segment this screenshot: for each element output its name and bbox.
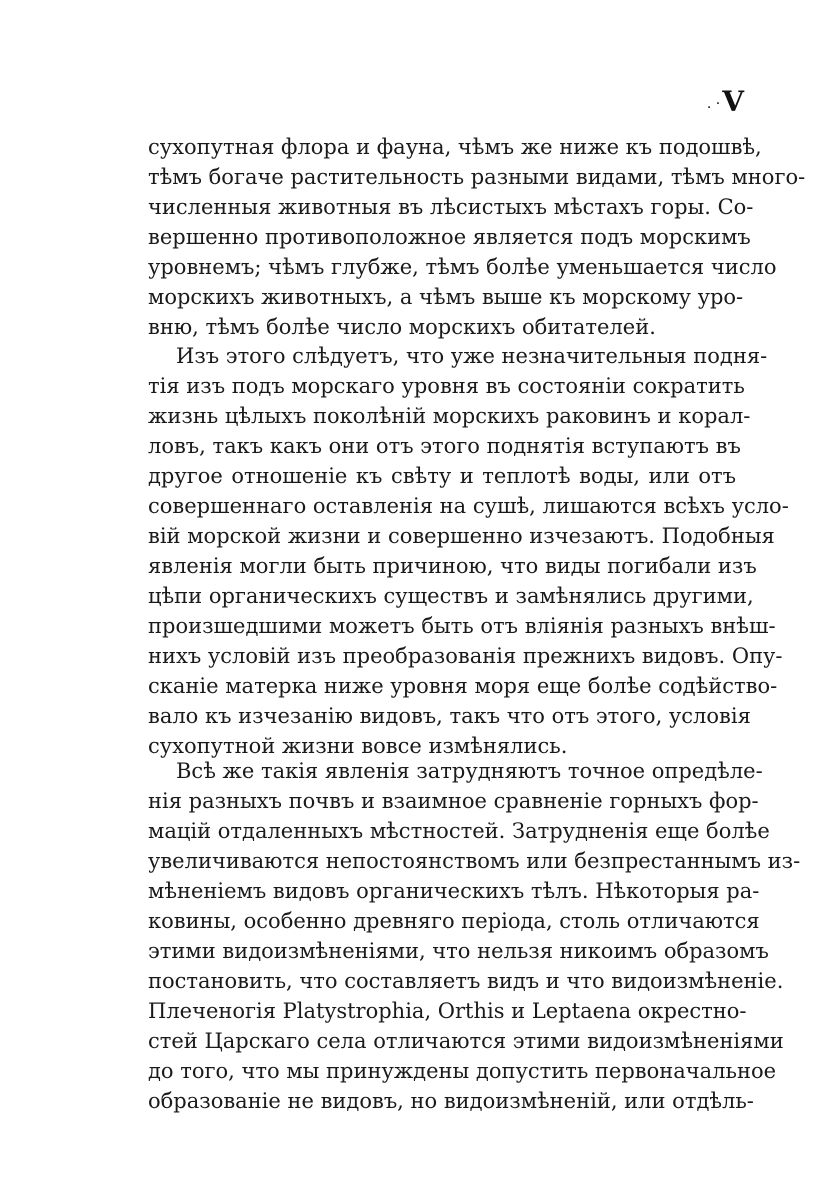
text-line: тія изъ подъ морскаго уровня въ состояніи сократить (148, 374, 745, 398)
text-line: вало къ изчезанію видовъ, такъ что отъ этого, условія (148, 704, 751, 728)
text-line: нія разныхъ почвъ и взаимное сравненіе горныхъ фор- (148, 789, 759, 813)
text-line: сухопутной жизни вовсе измѣнялись. (148, 734, 568, 758)
text-line: Всѣ же такія явленія затрудняютъ точное опредѣле- (176, 759, 763, 783)
text-line: ловъ, такъ какъ они отъ этого поднятія вступаютъ въ (148, 434, 741, 458)
text-line: уровнемъ; чѣмъ глубже, тѣмъ болѣе уменьшается число (148, 255, 777, 279)
paragraph-3 (148, 756, 801, 1116)
paragraph-2 (148, 341, 789, 761)
text-line: морскихъ животныхъ, а чѣмъ выше къ морскому уро- (148, 285, 744, 309)
text-line: постановить, что составляетъ видъ и что видоизмѣненіе. (148, 969, 784, 993)
text-line: цѣпи органическихъ существъ и замѣнялись другими, (148, 584, 754, 608)
page-number (706, 85, 744, 118)
text-line: ковины, особенно древняго періода, столь отличаются (148, 909, 760, 933)
text-line: мацій отдаленныхъ мѣстностей. Затрудненія еще болѣе (148, 819, 770, 843)
text-line: образованіе не видовъ, но видоизмѣненій, или отдѣль- (148, 1089, 754, 1113)
text-line: произшедшими можетъ быть отъ вліянія разныхъ внѣш- (148, 614, 776, 638)
text-line: вню, тѣмъ болѣе число морскихъ обитателей. (148, 315, 656, 339)
text-line: другое отношеніе къ свѣту и теплотѣ воды, или отъ (148, 464, 736, 488)
paragraph-1 (148, 132, 806, 342)
text-line: стей Царскаго села отличаются этими видоизмѣненіями (148, 1029, 784, 1053)
text-line: сухопутная флора и фауна, чѣмъ же ниже къ подошвѣ, (148, 135, 762, 159)
text-line: мѣненіемъ видовъ органическихъ тѣлъ. Нѣкоторыя ра- (148, 879, 760, 903)
text-line: совершеннаго оставленія на сушѣ, лишаются всѣхъ усло- (148, 494, 789, 518)
text-line: нихъ условій изъ преобразованія прежнихъ видовъ. Опу- (148, 644, 783, 668)
text-line: Изъ этого слѣдуетъ, что уже незначительныя подня- (176, 344, 768, 368)
text-line: тѣмъ богаче растительность разными видами, тѣмъ много- (148, 165, 806, 189)
text-line: численныя животныя въ лѣсистыхъ мѣстахъ горы. Со- (148, 195, 754, 219)
text-line: жизнь цѣлыхъ поколѣній морскихъ раковинъ и корал- (148, 404, 751, 428)
text-line: явленія могли быть причиною, что виды погибали изъ (148, 554, 757, 578)
text-line: до того, что мы принуждены допустить первоначальное (148, 1059, 777, 1083)
text-line: этими видоизмѣненіями, что нельзя никоимъ образомъ (148, 939, 769, 963)
text-line: вершенно противоположное является подъ морскимъ (148, 225, 751, 249)
text-line: увеличиваются непостоянствомъ или безпрестаннымъ из- (148, 849, 801, 873)
page-number-value: V (722, 85, 744, 118)
text-line: Плеченогія Platystrophia, Orthis и Leptaena окрестно- (148, 999, 747, 1023)
page-number-prefix: . · (706, 95, 721, 112)
text-line: сканіе матерка ниже уровня моря еще болѣе содѣйство- (148, 674, 778, 698)
text-line: вій морской жизни и совершенно изчезаютъ. Подобныя (148, 524, 775, 548)
